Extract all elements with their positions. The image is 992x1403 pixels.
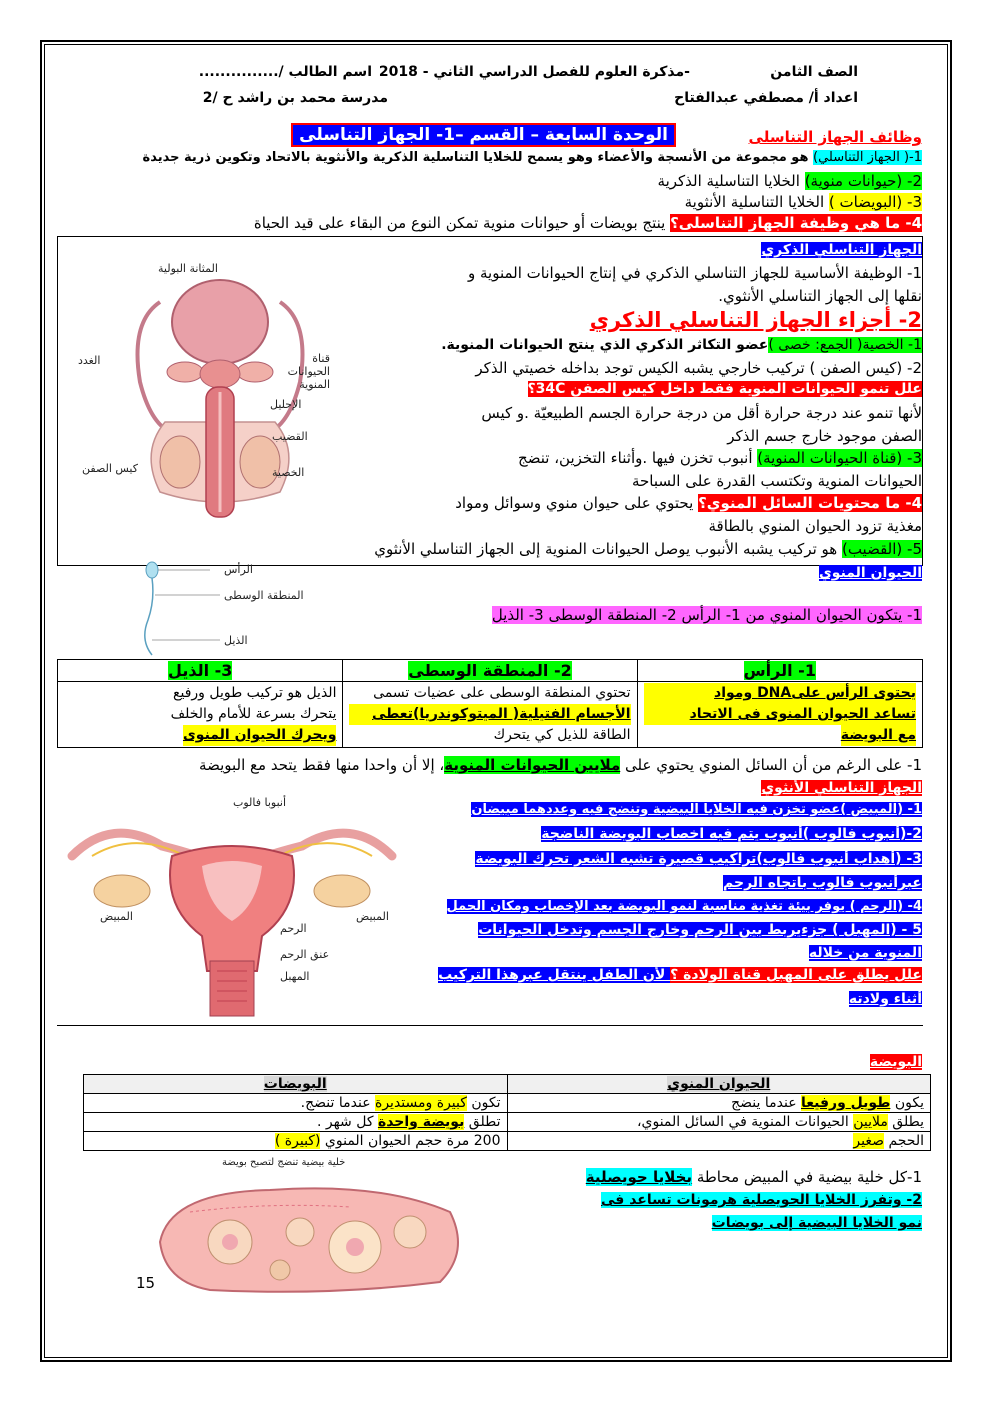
sperm-note: 1- على الرغم من أن السائل المنوي يحتوي على ملايين الحيوانات المنوية، إلا أن واحدا منها فقط يتحد مع البويضة [199, 756, 922, 774]
label-sperm-duct: قناة الحيوانات المنوية [287, 352, 330, 391]
male-part-4: 4- ما محتويات السائل المنوي؟ يحتوي على حيوان منوي وسوائل ومواد [455, 494, 922, 512]
female-answer-2: أثناء ولادته [848, 991, 922, 1007]
header-eggs: البويضات [263, 1076, 327, 1092]
table-header-middle: 2- المنطقة الوسطى [408, 661, 572, 680]
middle-desc-3: الطاقة للذيل كي يتحرك [493, 727, 631, 743]
label-testis: الخصية [272, 466, 305, 479]
male-parts-title: 2- أجزاء الجهاز التناسلي الذكري [589, 308, 922, 332]
function-item-4: 4- ما هي وظيفة الجهاز التناسلى؟ ينتج بويضات أو حيوانات منوية تمكن النوع من البقاء على قيد الحياة [253, 214, 922, 232]
page-number: 15 [136, 1274, 156, 1292]
female-item-4: 4- (الرحم ) يوفر بيئة تغذية مناسبة لنمو البويضة بعد الإخصاب ومكان الحمل [446, 899, 922, 914]
label-ovary-left: المبيض [100, 910, 133, 923]
sperm-parts-line: 1- يتكون الحيوان المنوي من 1- الرأس 2- المنطقة الوسطى 3- الذيل [491, 606, 922, 624]
female-item-5b: المنوية من خلاله [808, 945, 922, 961]
egg-heading: البويضة [869, 1054, 922, 1070]
female-item-3b: عبرأنبوب فالوب باتجاه الرحم [723, 875, 922, 891]
label-sperm-head: الرأس [224, 563, 253, 576]
middle-desc-2: الأجسام الفتيلية( الميتوكوندريا)تعطى [349, 704, 630, 725]
function-item-3: 3- (البويضات ) الخلايا التناسلية الأنثوية [684, 193, 922, 211]
head-desc-3: مع البويضة [841, 725, 916, 746]
label-scrotum: كيس الصفن [82, 462, 138, 475]
head-desc-2: تساعد الحيوان المنوى فى الاتحاد [644, 704, 916, 725]
header-student-name: اسم الطالب /............... [198, 64, 372, 80]
female-reproductive-diagram [52, 796, 432, 1018]
header-title: -مذكرة العلوم للفصل الدراسي الثاني - 2018 [378, 64, 690, 80]
label-glands: الغدد [78, 354, 101, 367]
label-bladder: المثانة البولية [158, 262, 218, 275]
female-question: علل يطلق على المهبل قناة الولادة ؟ لأن الطفل ينتقل عبرهذا التركيب [438, 967, 922, 983]
male-part-3-line2: الحيوانات المنوية وتكتسب القدرة على السباحة [631, 472, 922, 490]
female-item-2: 2-(أنبوب فالوب )أنبوب يتم فيه اخصاب البويضة الناضجة [541, 826, 922, 842]
male-question: علل تنمو الحيوانات المنوية فقط داخل كيس الصفن 34C؟ [527, 381, 922, 397]
table-row [58, 660, 923, 682]
male-answer-1: لأنها تنمو عند درجة حرارة أقل من درجة حرارة الجسم الطبيعيّة .و كيس [481, 404, 922, 422]
sperm-heading: الحيوان المنوي [818, 565, 922, 581]
male-answer-2: الصفن موجود خارج جسم الذكر [727, 427, 922, 445]
male-heading: الجهاز التناسلي الذكري [761, 242, 922, 258]
female-heading: الجهاز التناسلي الأنثوي [761, 780, 922, 796]
label-vagina: المهبل [280, 970, 310, 983]
tail-desc-3: ويحرك الحيوان المنوى [183, 725, 337, 746]
middle-desc-1: تحتوي المنطقة الوسطى على عضيات تسمى [373, 685, 631, 701]
label-ovary-right: المبيض [356, 910, 389, 923]
ovarian-follicle-image [150, 1172, 476, 1296]
header-sperm: الحيوان المنوي [667, 1076, 771, 1092]
unit-title: الوحدة السابعة – القسم –1- الجهاز التناسلى [291, 123, 676, 147]
male-part-4-line2: مغذية تزود الحيوان المنوي بالطاقة [708, 517, 922, 535]
table-header-tail: 3- الذيل [168, 661, 233, 680]
table-row: يطلق ملايين الحيوانات المنوية في السائل المنوي، تطلق بويضة واحدة كل شهر . [84, 1113, 931, 1132]
function-item-2: 2- (حيوانات منوية) الخلايا التناسلية الذكرية [657, 172, 922, 190]
female-item-5a: 5 - (المهبل ) جزءيربط بين الرحم وخارج الجسم وتدخل الحيوانات [478, 922, 922, 938]
table-row [84, 1075, 931, 1094]
female-item-3a: 3- (أهداب أنبوب فالوب)تراكيب قصيرة تشبه الشعر تحرك البويضة [475, 851, 922, 867]
female-item-1: 1- (المبيض )عضو تخزن فيه الخلايا البيضية وتنضج فيه وعددهما مبيضان [471, 802, 922, 817]
table-row: الحجم صغير 200 مرة حجم الحيوان المنوي (كبيرة ) [84, 1132, 931, 1151]
male-part-5: 5- (القضيب) هو تركيب يشبه الأنبوب يوصل الحيوانات المنوية إلى الجهاز التناسلي الأنثوي [374, 540, 922, 558]
table-row [58, 682, 923, 748]
male-part-3: 3- (قناة الحيوانات المنوية) أنبوب تخزن فيها .وأثناء التخزين، تنضج [518, 449, 922, 467]
egg-note-1: 1-كل خلية بيضية في المبيض محاطة بخلايا حويصلية [585, 1168, 922, 1186]
tail-desc-2: يتحرك بسرعة للأمام والخلف [170, 706, 337, 722]
header-prepared-by: اعداد أ/ مصطفي عبدالفتاح [674, 90, 858, 106]
functions-heading: وظائف الجهاز التناسلى [748, 128, 922, 146]
male-part-2: 2- (كيس الصفن ) تركيب خارجي يشبه الكيس توجد بداخله خصيتي الذكر [475, 359, 922, 377]
egg-note-2b: نمو الخلايا البيضية إلى بويضات [711, 1215, 922, 1231]
table-row: يكون طويل ورفيعا عندما ينضج تكون كبيرة ومستديرة عندما تنضج. [84, 1094, 931, 1113]
egg-note-2a: 2- وتفرز الخلايا الحويصلية هرمونات تساعد فى [601, 1192, 922, 1208]
label-fallopian-tube: أنبوبا فالوب [233, 796, 287, 809]
sperm-parts-table [57, 659, 923, 748]
header-school: مدرسة محمد بن راشد ح /2 [202, 90, 388, 106]
sperm-egg-comparison-table [83, 1074, 931, 1151]
label-uterus: الرحم [280, 922, 307, 935]
male-reproductive-diagram [100, 262, 340, 532]
label-sperm-middle: المنطقة الوسطى [224, 589, 304, 602]
label-urethra: الإحليل [270, 398, 302, 411]
sperm-diagram [60, 560, 300, 660]
label-cervix: عنق الرحم [280, 948, 330, 961]
male-intro-1: 1- الوظيفة الأساسية للجهاز التناسلي الذكري في إنتاج الحيوانات المنوية و [467, 264, 922, 282]
follicle-caption: خلية بيضية تنضج لتصبح بويضة [222, 1157, 346, 1168]
label-penis: القضيب [272, 430, 308, 443]
table-header-head: 1- الرأس [743, 661, 816, 680]
male-intro-2: نقلها إلى الجهاز التناسلي الأنثوي. [718, 287, 922, 305]
function-item-1: 1-( الجهاز التناسلي) هو مجموعة من الأنسجة والأعضاء وهو يسمح للخلايا التناسلية الذكرية والأنثوية بالاتحاد وتكوين ذرية جديدة [142, 150, 922, 165]
header-grade: الصف الثامن [770, 64, 858, 80]
label-sperm-tail: الذيل [224, 634, 248, 647]
male-part-1: 1- الخصية( الجمع: خصى )عضو التكاثر الذكري الذي ينتج الحيوانات المنوية. [441, 337, 922, 353]
head-desc-1: يحتوى الرأس علىDNA ومواد [644, 683, 916, 704]
tail-desc-1: الذيل هو تركيب طويل ورفيع [173, 685, 337, 701]
